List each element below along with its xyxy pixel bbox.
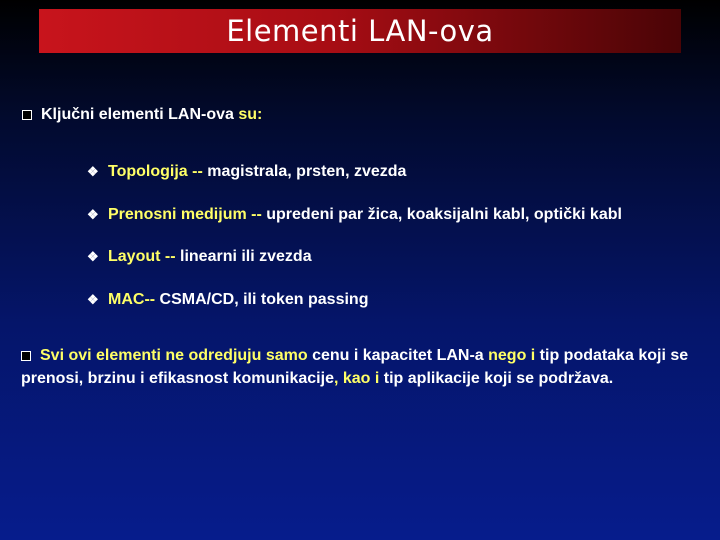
bullet-separator: --	[187, 163, 208, 180]
bullet-term: Topologija	[108, 163, 188, 180]
bullet-separator: --	[160, 248, 180, 265]
para-part-1: Svi ovi elementi ne odredjuju samo	[40, 347, 308, 364]
page-title: Elementi LAN-ova	[226, 14, 494, 48]
para-part-6: kao i	[342, 370, 380, 387]
bullet-description: CSMA/CD, ili token passing	[159, 291, 369, 308]
heading-suffix: su:	[233, 106, 263, 123]
para-part-4: tip podataka koji se prenosi, brzinu i efikasnost komunikacije	[21, 347, 689, 387]
bullet-term: MAC	[108, 291, 145, 308]
diamond-bullet-icon: ❖	[87, 164, 99, 179]
list-item	[87, 206, 622, 224]
bullet-term: Layout	[108, 248, 161, 265]
diamond-bullet-icon: ❖	[87, 249, 99, 264]
square-bullet-icon	[22, 110, 32, 120]
bullet-description: magistrala, prsten, zvezda	[207, 163, 407, 180]
para-part-3: nego i	[488, 347, 536, 364]
diamond-bullet-icon: ❖	[87, 292, 99, 307]
heading-text: Ključni elementi LAN-ova	[41, 106, 234, 123]
para-part-7: tip aplikacije koji se podržava.	[379, 370, 614, 387]
para-part-2: cenu i kapacitet LAN-a	[307, 347, 489, 364]
summary-paragraph	[21, 344, 701, 390]
list-item	[87, 248, 312, 266]
para-part-5: ,	[333, 370, 343, 387]
list-item	[87, 163, 406, 181]
title-bar	[39, 9, 681, 53]
diamond-bullet-icon: ❖	[87, 207, 99, 222]
bullet-description: linearni ili zvezda	[180, 248, 312, 265]
list-item	[87, 291, 368, 309]
square-bullet-icon	[21, 351, 31, 361]
bullet-separator: --	[144, 291, 160, 308]
bullet-term: Prenosni medijum	[108, 206, 247, 223]
heading-line	[22, 106, 262, 124]
bullet-separator: --	[246, 206, 267, 223]
bullet-description: upredeni par žica, koaksijalni kabl, optički kabl	[266, 206, 622, 223]
